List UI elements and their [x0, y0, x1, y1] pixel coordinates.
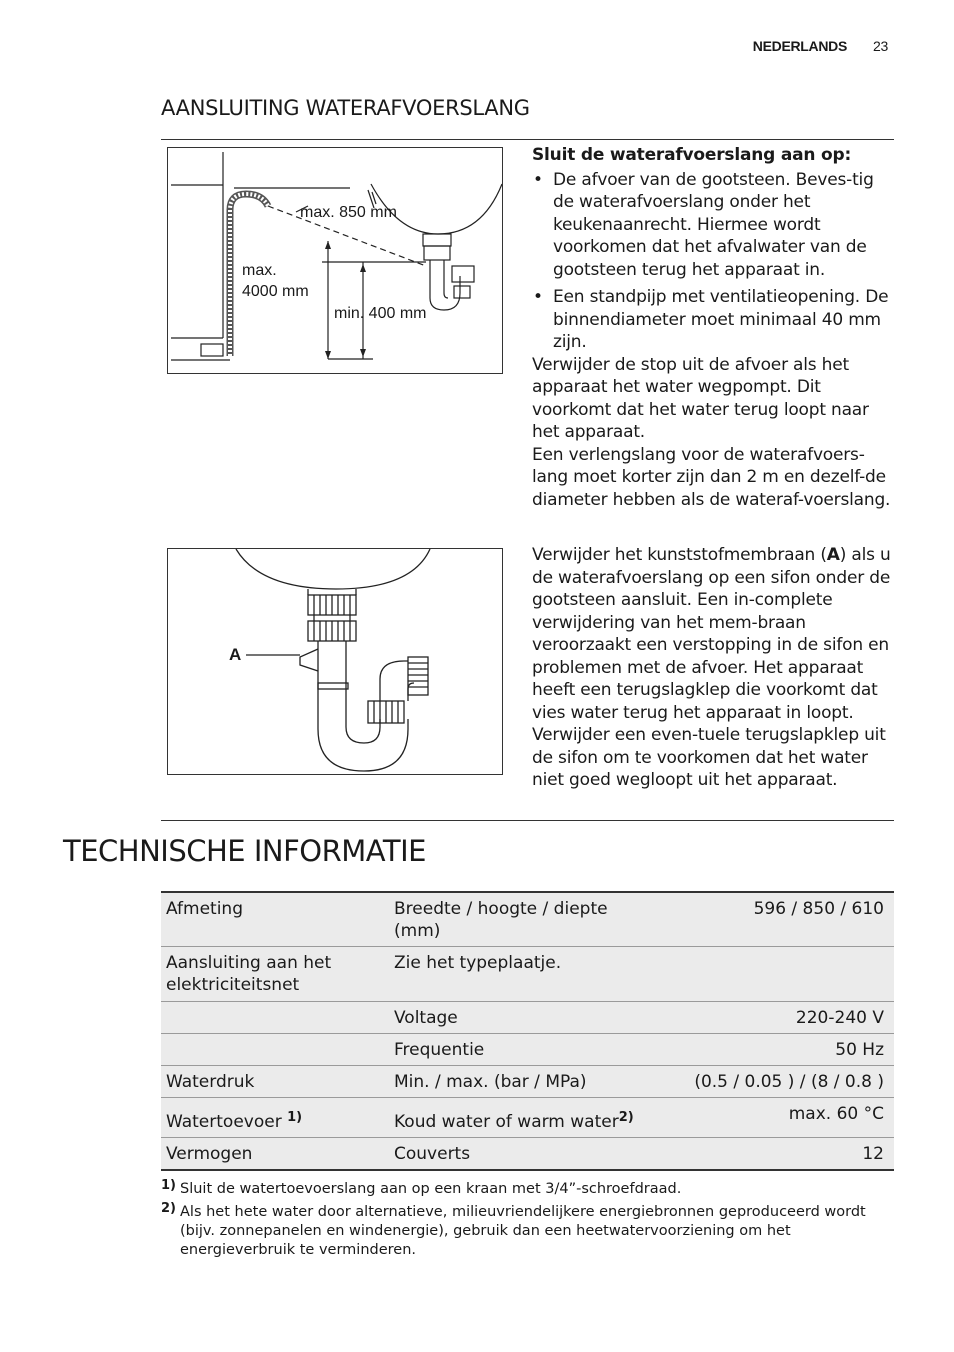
page-header [753, 38, 888, 54]
section-title-drain-hose: AANSLUITING WATERAFVOERSLANG [161, 96, 530, 120]
paragraph-membrane-pre: Verwijder het kunststofmembraan ( [532, 545, 827, 565]
table-cell: Min. / max. (bar / MPa) [389, 1066, 650, 1098]
label-max-850: max. 850 mm [300, 204, 397, 221]
footnote-ref: 2) [618, 1110, 634, 1125]
label-max-4000 [242, 260, 309, 302]
technical-info-table [161, 891, 894, 1171]
paragraph-remove-stop: Verwijder de stop uit de afvoer als het apparaat het water wegpompt. Dit voorkomt dat het water terug loopt naar het apparaat. [532, 354, 869, 442]
paragraph-extension-hose: Een verlengslang voor de waterafvoers-lang moet korter zijn dan 2 m en dezelf-de diameter hebben als de wateraf-voerslang. [532, 444, 891, 510]
footnote-text: Sluit de watertoevoerslang aan op een kraan met 3/4”-schroefdraad. [180, 1181, 682, 1197]
table-row [161, 1034, 894, 1066]
footnote-ref: 1) [287, 1110, 303, 1125]
drain-options-list [532, 169, 894, 354]
table-cell: 50 Hz [650, 1034, 894, 1066]
table-cell [161, 1034, 389, 1066]
table-row [161, 1002, 894, 1034]
table-cell: 220-240 V [650, 1002, 894, 1034]
drain-hose-text [532, 144, 894, 511]
table-cell: Vermogen [161, 1138, 389, 1171]
list-item: • De afvoer van de gootsteen. Beves-tig de waterafvoerslang onder het keukenaanrecht. Hiermee wordt voorkomen dat het afvalwater van de gootsteen terug het apparaat in. [532, 169, 894, 282]
siphon-illustration [168, 549, 502, 774]
table-cell: Aansluiting aan het elektriciteitsnet [161, 947, 389, 1002]
footnote-text: Als het hete water door alternatieve, milieuvriendelijkere energiebronnen geproduceerd wordt (bijv. zonnepanelen en windenergie), gebruik dan een heetwatervoorziening om het energieverbruik te verminderen. [180, 1204, 866, 1258]
table-cell: (0.5 / 0.05 ) / (8 / 0.8 ) [650, 1066, 894, 1098]
figure-drain-hose-heights [167, 147, 503, 374]
label-a: A [229, 645, 242, 664]
membrane-ref-a: A [826, 545, 840, 565]
figure-siphon-membrane [167, 548, 503, 775]
paragraph-membrane-post: ) als u de waterafvoerslang op een sifon onder de gootsteen aansluit. Een in-complete verwijdering van het mem-braan veroorzaakt een verstopping in de sifon en problemen met de afvoer. Het apparaat heeft een terugslagklep die voorkomt dat vies water terug het apparaat in loopt. Verwijder een even-tuele terugslapklep uit de sifon om te voorkomen dat het water niet goed wegloopt uit het apparaat. [532, 545, 891, 790]
label-min-400: min. 400 mm [334, 305, 427, 322]
label-max-4000-line2: 4000 mm [242, 283, 309, 300]
footnote-1 [161, 1180, 894, 1199]
paragraph-membrane [532, 544, 894, 792]
footnote-mark: 2) [161, 1201, 176, 1216]
table-cell [161, 1098, 389, 1138]
table-cell: Voltage [389, 1002, 650, 1034]
drain-hose-illustration [168, 148, 502, 373]
cell-text: Koud water of warm water [394, 1112, 619, 1132]
list-item: • Een standpijp met ventilatieopening. De binnendiameter moet minimaal 40 mm zijn. [532, 286, 894, 354]
label-max-4000-line1: max. [242, 262, 277, 279]
table-row [161, 892, 894, 947]
table-cell: Breedte / hoogte / diepte (mm) [389, 892, 650, 947]
table-cell: max. 60 °C [650, 1098, 894, 1138]
table-cell: 596 / 850 / 610 [650, 892, 894, 947]
drain-hose-lead: Sluit de waterafvoerslang aan op: [532, 145, 852, 165]
table-cell: Waterdruk [161, 1066, 389, 1098]
footnote-2 [161, 1203, 894, 1260]
section-top-rule [161, 139, 894, 140]
table-row [161, 1066, 894, 1098]
section-title-technical-info: TECHNISCHE INFORMATIE [63, 834, 426, 868]
footnote-mark: 1) [161, 1178, 176, 1193]
table-row [161, 1098, 894, 1138]
table-cell [389, 1098, 650, 1138]
table-cell [161, 1002, 389, 1034]
table-cell: Frequentie [389, 1034, 650, 1066]
table-cell: Zie het typeplaatje. [389, 947, 650, 1002]
header-language: NEDERLANDS [752, 38, 848, 54]
table-row [161, 947, 894, 1002]
section-bottom-rule [161, 820, 894, 821]
footnotes [161, 1180, 894, 1264]
page-number: 23 [873, 38, 888, 54]
table-cell [650, 947, 894, 1002]
table-row [161, 1138, 894, 1171]
table-cell: 12 [650, 1138, 894, 1171]
table-cell: Afmeting [161, 892, 389, 947]
cell-text: Watertoevoer [166, 1112, 288, 1132]
table-cell: Couverts [389, 1138, 650, 1171]
membrane-text [532, 544, 894, 792]
